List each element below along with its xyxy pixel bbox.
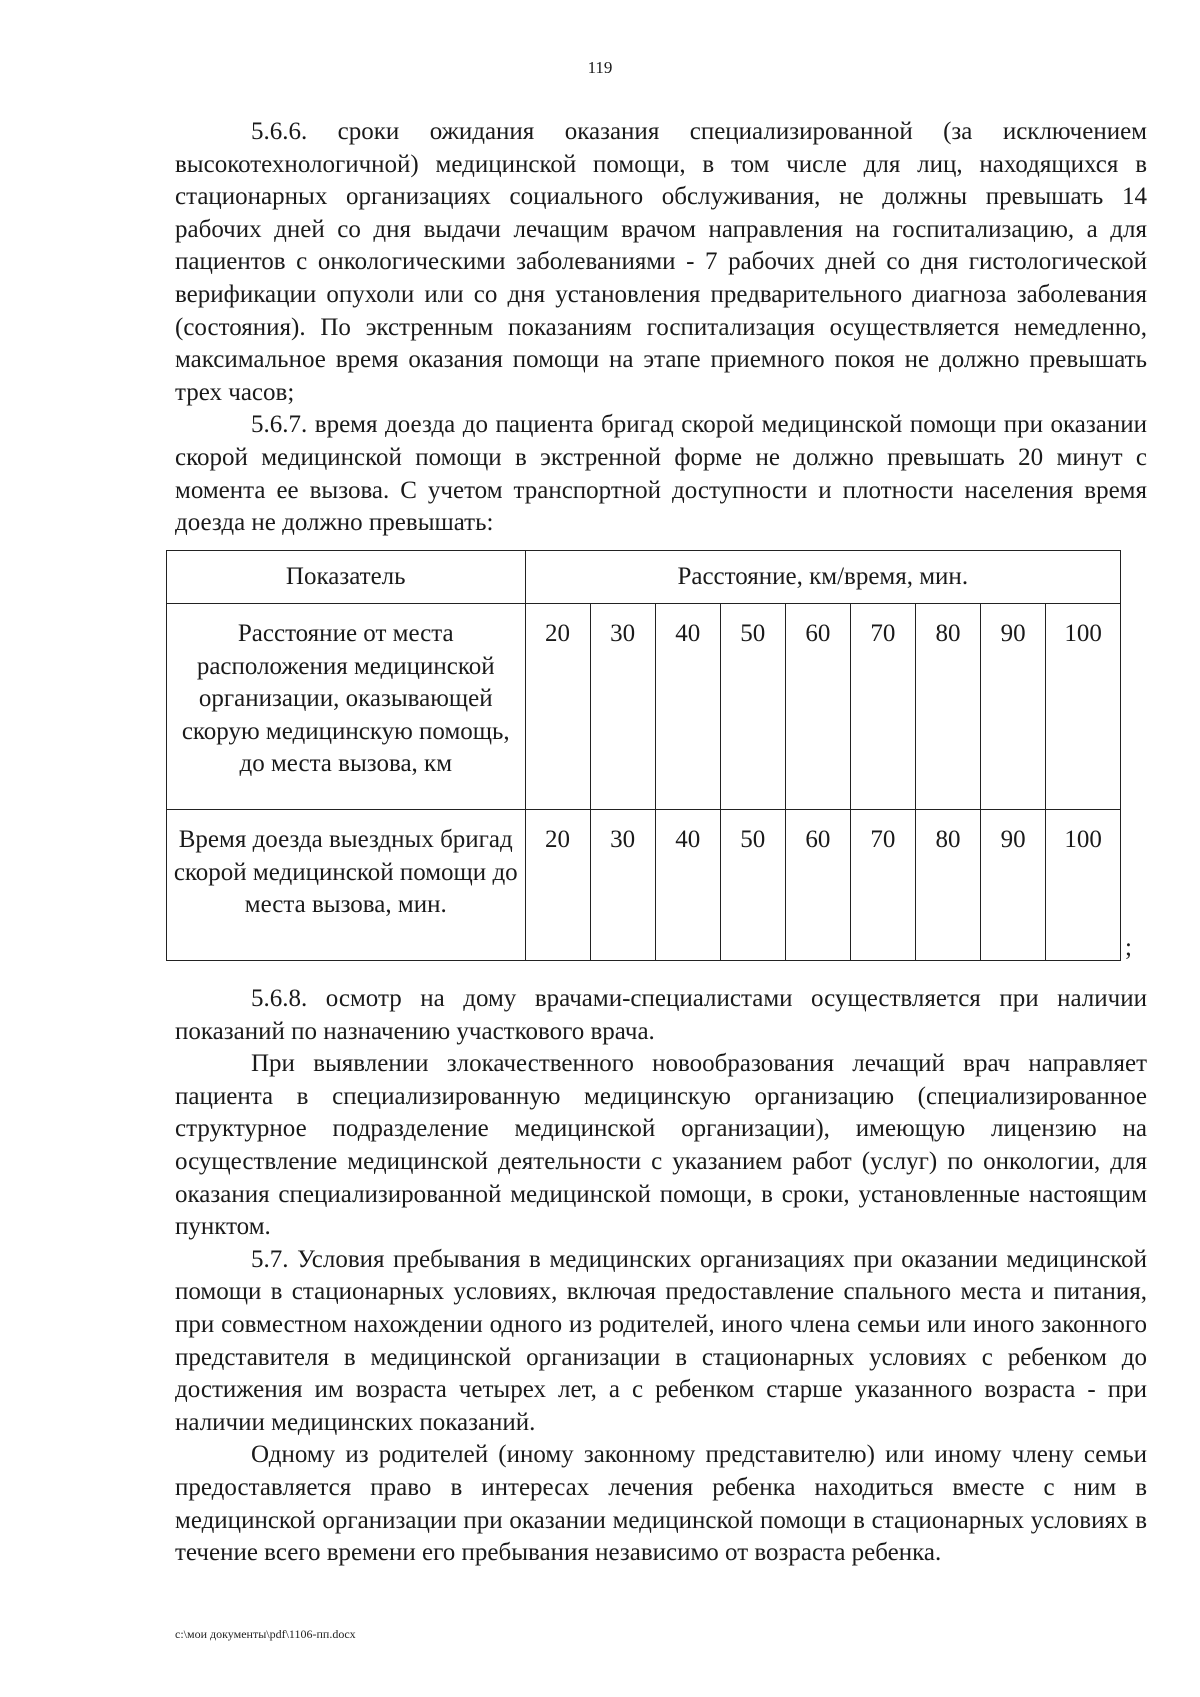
paragraph-oncology: При выявлении злокачественного новообразования лечащий врач направляет пациента в специализированную медицинскую организацию (специализированное структурное подразделение медицинской организации), имеющую лицензию на осуществление медицинской деятельности с указанием работ (услуг) по онкологии, для оказания специализированной медицинской помощи, в сроки, установленные настоящим пунктом. — [175, 1050, 1147, 1241]
table-cell: 100 — [1046, 810, 1121, 961]
page-number: 119 — [587, 58, 613, 77]
header-indicator: Показатель — [167, 551, 526, 604]
table-cell: 90 — [981, 810, 1046, 961]
table-cell: 30 — [590, 810, 655, 961]
table-cell: 100 — [1046, 604, 1121, 810]
table-header-row — [167, 551, 1121, 604]
arrival-time-table — [166, 550, 1121, 961]
row-label-distance: Расстояние от места расположения медицинской организации, оказывающей скорую медицинскую помощь, до места вызова, км — [167, 604, 526, 810]
table-cell: 80 — [915, 810, 980, 961]
text-block-bottom — [175, 983, 1147, 1570]
paragraph-parent-right: Одному из родителей (иному законному представителю) или иному члену семьи предоставляется право в интересах лечения ребенка находиться вместе с ним в медицинской организации при оказании медицинской помощи в стационарных условиях в течение всего времени его пребывания независимо от возраста ребенка. — [175, 1441, 1147, 1567]
table-row-distance — [167, 604, 1121, 810]
table-cell: 50 — [720, 810, 785, 961]
table-cell: 80 — [915, 604, 980, 810]
paragraph-5-7: 5.7. Условия пребывания в медицинских организациях при оказании медицинской помощи в стационарных условиях, включая предоставление спального места и питания, при совместном нахождении одного из родителей, иного члена семьи или иного законного представителя в медицинской организации в стационарных условиях с ребенком до достижения им возраста четырех лет, а с ребенком старше указанного возраста - при наличии медицинских показаний. — [175, 1245, 1147, 1436]
table-cell: 20 — [525, 810, 590, 961]
footer-file-path: c:\мои документы\pdf\1106-пп.docx — [175, 1627, 356, 1641]
header-distance: Расстояние, км/время, мин. — [525, 551, 1121, 604]
text-block-top — [175, 116, 1147, 540]
paragraph-5-6-8: 5.6.8. осмотр на дому врачами-специалистами осуществляется при наличии показаний по назначению участкового врача. — [175, 985, 1147, 1045]
table-cell: 70 — [850, 604, 915, 810]
table-cell: 20 — [525, 604, 590, 810]
table-cell: 60 — [785, 604, 850, 810]
table-cell: 30 — [590, 604, 655, 810]
paragraph-5-6-6: 5.6.6. сроки ожидания оказания специализированной (за исключением высокотехнологичной) медицинской помощи, в том числе для лиц, находящихся в стационарных организациях социального обслуживания, не должны превышать 14 рабочих дней со дня выдачи лечащим врачом направления на госпитализацию, а для пациентов с онкологическими заболеваниями - 7 рабочих дней со дня гистологической верификации опухоли или со дня установления предварительного диагноза заболевания (состояния). По экстренным показаниям госпитализация осуществляется немедленно, максимальное время оказания помощи на этапе приемного покоя не должно превышать трех часов; — [175, 118, 1147, 406]
table-cell: 60 — [785, 810, 850, 961]
table-cell: 40 — [655, 604, 720, 810]
table-cell: 50 — [720, 604, 785, 810]
table-cell: 40 — [655, 810, 720, 961]
table-row-time — [167, 810, 1121, 961]
table-cell: 90 — [981, 604, 1046, 810]
table-cell: 70 — [850, 810, 915, 961]
row-label-time: Время доезда выездных бригад скорой медицинской помощи до места вызова, мин. — [167, 810, 526, 961]
paragraph-5-6-7: 5.6.7. время доезда до пациента бригад скорой медицинской помощи при оказании скорой медицинской помощи в экстренной форме не должно превышать 20 минут с момента ее вызова. С учетом транспортной доступности и плотности населения время доезда не должно превышать: — [175, 411, 1147, 537]
table-trailing-semicolon: ; — [1125, 934, 1132, 961]
